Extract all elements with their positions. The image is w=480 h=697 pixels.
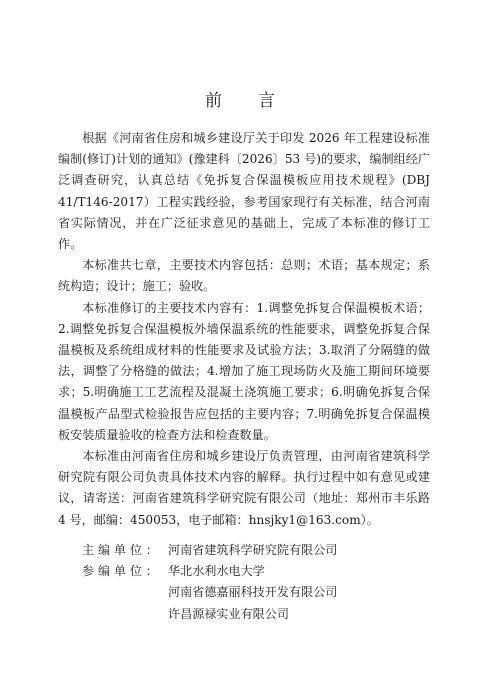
participating-unit-name: 华北水利水电大学 (168, 564, 265, 579)
chief-unit-label: 主 编 单 位 ： (82, 543, 158, 557)
participating-unit-row (58, 582, 430, 603)
participating-unit-name: 河南省德嘉丽科技开发有限公司 (168, 585, 338, 600)
participating-unit-row (58, 604, 430, 625)
paragraph-chapters: 本标准共七章，主要技术内容包括：总则；术语；基本规定；系统构造；设计；施工；验收。 (58, 258, 430, 294)
paragraph-management: 本标准由河南省住房和城乡建设厅负责管理，由河南省建筑科学研究院有限公司负责具体技术内容的解释。执行过程中如有意见或建议，请寄送：河南省建筑科学研究院有限公司（地址：郑州市丰乐路 4 号，邮编：450053，电子邮箱：hnsjky1@163.com）。 (58, 449, 430, 527)
title-char-2: 言 (258, 91, 275, 111)
participating-unit-row (58, 561, 430, 582)
paragraph-revisions: 本标准修订的主要技术内容有：1.调整免拆复合保温模板术语；2.调整免拆复合保温模板外墙保温系统的性能要求，调整免拆复合保温模板及系统组成材料的性能要求及试验方法；3.取消了分隔缝的做法，调整了分格缝的做法；4.增加了施工现场防火及施工期间环境要求；5.明确施工工艺流程及混凝土浇筑施工要求；6.明确免拆复合保温模板产品型式检验报告应包括的主要内容；7.明确免拆复合保温模板安装质量验收的检查方法和检查数量。 (58, 300, 430, 442)
paragraph-basis: 根据《河南省住房和城乡建设厅关于印发 2026 年工程建设标准编制(修订)计划的通知》(豫建科〔2026〕53 号)的要求，编制组经广泛调查研究，认真总结《免拆复合保温模板应用技术规程》(DBJ 41/T146-2017）工程实践经验，参考国家现行有关标准，结合河南省实际情况，并在广泛征求意见的基础上，完成了本标准的修订工作。 (58, 131, 430, 252)
page-title (0, 86, 480, 111)
preface-body (58, 128, 430, 531)
participating-unit-label: 参 编 单 位 ： (82, 564, 158, 579)
title-char-1: 前 (205, 91, 222, 111)
chief-unit-name: 河南省建筑科学研究院有限公司 (168, 543, 338, 557)
participating-unit-name: 许昌源禄实业有限公司 (168, 606, 289, 621)
chief-unit-row (58, 540, 430, 561)
drafting-units (58, 540, 430, 625)
